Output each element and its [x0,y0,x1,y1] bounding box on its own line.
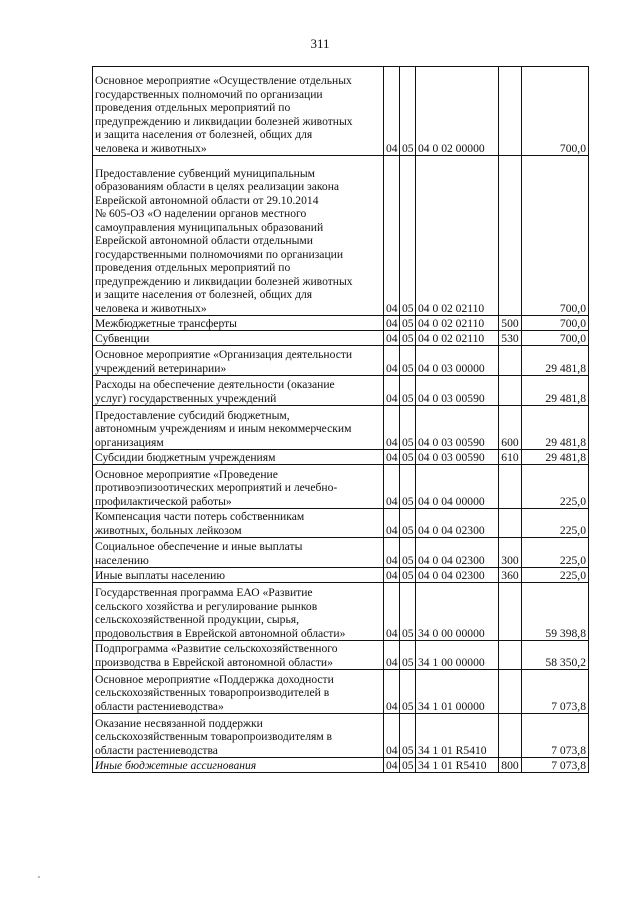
section-code-text: 04 [386,391,398,405]
subsection-code-text: 05 [402,494,414,508]
expense-type-cell [499,316,522,331]
section-code-cell [384,156,400,316]
subsection-code-cell [400,641,416,670]
amount-cell [522,714,589,758]
target-article-text: 04 0 03 00590 [418,391,485,405]
target-article-text: 04 0 03 00590 [418,435,485,449]
row-name-text: Субвенции [95,331,150,345]
target-article-text: 04 0 04 00000 [418,494,485,508]
expense-type-cell [499,67,522,156]
row-name-cell [93,346,384,376]
subsection-code-text: 05 [402,523,414,537]
row-name-cell [93,376,384,406]
row-name-text: Предоставление субвенций муниципальным образованиям области в целях реализации закона Еврейской автономной области от 29.10.2014 № 605-ОЗ «О наделении органов местного самоуправления муниципальных образований Еврейской автономной области отдельными государственными полномочиями по организации проведения отдельных мероприятий по предупреждению и ликвидации болезней животных и защите населения от болезней, общих для человека и животных» [95,166,353,315]
section-code-cell [384,376,400,406]
amount-text: 700,0 [559,301,586,315]
expense-type-cell [499,376,522,406]
target-article-cell [416,465,499,509]
table-row [93,714,589,758]
section-code-text: 04 [386,626,398,640]
expense-type-cell [499,331,522,346]
amount-cell [522,376,589,406]
row-name-cell [93,465,384,509]
target-article-cell [416,331,499,346]
section-code-text: 04 [386,743,398,757]
table-row [93,67,589,156]
section-code-text: 04 [386,301,398,315]
expense-type-text: 530 [501,331,519,345]
amount-text: 29 481,8 [545,450,586,464]
target-article-cell [416,714,499,758]
subsection-code-text: 05 [402,450,414,464]
amount-text: 29 481,8 [545,435,586,449]
expense-type-cell [499,450,522,465]
amount-text: 700,0 [559,141,586,155]
amount-text: 225,0 [559,553,586,567]
subsection-code-cell [400,346,416,376]
subsection-code-cell [400,670,416,714]
target-article-cell [416,583,499,641]
subsection-code-text: 05 [402,391,414,405]
amount-text: 225,0 [559,523,586,537]
section-code-text: 04 [386,758,398,772]
section-code-cell [384,583,400,641]
row-name-cell [93,331,384,346]
expense-type-cell [499,509,522,538]
subsection-code-cell [400,568,416,583]
table-row [93,670,589,714]
section-code-text: 04 [386,494,398,508]
subsection-code-text: 05 [402,758,414,772]
subsection-code-text: 05 [402,141,414,155]
subsection-code-text: 05 [402,568,414,582]
row-name-cell [93,67,384,156]
row-name-cell [93,156,384,316]
subsection-code-text: 05 [402,743,414,757]
table-row [93,316,589,331]
subsection-code-cell [400,331,416,346]
target-article-cell [416,406,499,450]
subsection-code-cell [400,406,416,450]
amount-cell [522,670,589,714]
expense-type-text: 600 [501,435,519,449]
expense-type-cell [499,641,522,670]
amount-cell [522,156,589,316]
table-row [93,758,589,773]
amount-cell [522,450,589,465]
section-code-text: 04 [386,523,398,537]
section-code-cell [384,641,400,670]
row-name-text: Предоставление субсидий бюджетным, автономным учреждениям и иным некоммерческим организациям [95,408,352,449]
section-code-cell [384,568,400,583]
row-name-text: Компенсация части потерь собственникам животных, больных лейкозом [95,510,305,537]
target-article-text: 04 0 02 02110 [418,331,485,345]
row-name-cell [93,509,384,538]
target-article-text: 04 0 04 02300 [418,568,485,582]
expense-type-cell [499,156,522,316]
expense-type-text: 360 [501,568,519,582]
row-name-cell [93,406,384,450]
row-name-text: Основное мероприятие «Организация деятельности учреждений ветеринарии» [95,348,353,375]
row-name-cell [93,714,384,758]
table-row [93,509,589,538]
expense-type-cell [499,538,522,568]
amount-cell [522,641,589,670]
row-name-text: Социальное обеспечение и иные выплаты населению [95,540,303,567]
target-article-cell [416,450,499,465]
amount-text: 700,0 [559,331,586,345]
amount-text: 700,0 [559,316,586,330]
section-code-text: 04 [386,331,398,345]
amount-cell [522,758,589,773]
subsection-code-text: 05 [402,699,414,713]
table-row [93,376,589,406]
amount-cell [522,568,589,583]
amount-text: 29 481,8 [545,391,586,405]
subsection-code-text: 05 [402,655,414,669]
row-name-cell [93,583,384,641]
target-article-cell [416,346,499,376]
section-code-text: 04 [386,316,398,330]
expense-type-cell [499,406,522,450]
target-article-text: 34 1 01 R5410 [418,743,487,757]
section-code-cell [384,331,400,346]
section-code-cell [384,346,400,376]
row-name-text: Оказание несвязанной поддержки сельскохозяйственным товаропроизводителям в области растениеводства [95,716,333,757]
target-article-text: 04 0 03 00000 [418,361,485,375]
expense-type-text: 800 [501,758,519,772]
row-name-text: Расходы на обеспечение деятельности (оказание услуг) государственных учреждений [95,378,335,405]
section-code-text: 04 [386,655,398,669]
section-code-cell [384,67,400,156]
table-row [93,465,589,509]
section-code-cell [384,538,400,568]
amount-cell [522,538,589,568]
row-name-text: Межбюджетные трансферты [95,316,237,330]
target-article-text: 34 1 01 R5410 [418,758,487,772]
scan-speck [38,876,40,878]
expense-type-text: 610 [501,450,519,464]
subsection-code-cell [400,376,416,406]
amount-text: 29 481,8 [545,361,586,375]
section-code-text: 04 [386,568,398,582]
subsection-code-cell [400,714,416,758]
target-article-cell [416,509,499,538]
target-article-cell [416,376,499,406]
amount-text: 58 350,2 [545,655,586,669]
row-name-text: Иные выплаты населению [95,568,226,582]
row-name-cell [93,641,384,670]
target-article-text: 04 0 02 02110 [418,316,485,330]
row-name-text: Государственная программа ЕАО «Развитие сельского хозяйства и регулирование рынков сельскохозяйственной продукции, сырья, продовольствия в Еврейской автономной области» [95,586,346,640]
target-article-cell [416,568,499,583]
amount-text: 7 073,8 [551,743,586,757]
section-code-cell [384,670,400,714]
amount-text: 59 398,8 [545,626,586,640]
expense-type-cell [499,583,522,641]
expense-type-text: 500 [501,316,519,330]
table-row [93,568,589,583]
section-code-text: 04 [386,361,398,375]
target-article-cell [416,758,499,773]
table-row [93,641,589,670]
expense-type-cell [499,465,522,509]
row-name-text: Подпрограмма «Развитие сельскохозяйственного производства в Еврейской автономной области» [95,642,338,669]
table-row [93,346,589,376]
row-name-text: Иные бюджетные ассигнования [95,758,257,772]
subsection-code-cell [400,316,416,331]
target-article-cell [416,641,499,670]
table-row [93,406,589,450]
row-name-cell [93,758,384,773]
target-article-text: 34 0 00 00000 [418,626,485,640]
target-article-cell [416,538,499,568]
subsection-code-cell [400,465,416,509]
row-name-cell [93,316,384,331]
amount-cell [522,509,589,538]
subsection-code-cell [400,538,416,568]
target-article-text: 34 1 01 00000 [418,699,485,713]
expense-type-cell [499,758,522,773]
subsection-code-text: 05 [402,301,414,315]
expense-type-cell [499,346,522,376]
section-code-cell [384,714,400,758]
expense-type-cell [499,670,522,714]
section-code-cell [384,406,400,450]
section-code-cell [384,758,400,773]
row-name-cell [93,538,384,568]
subsection-code-cell [400,758,416,773]
section-code-text: 04 [386,553,398,567]
target-article-text: 04 0 03 00590 [418,450,485,464]
target-article-text: 04 0 02 02110 [418,301,485,315]
section-code-text: 04 [386,450,398,464]
row-name-text: Основное мероприятие «Поддержка доходности сельскохозяйственных товаропроизводителей в области растениеводства» [95,672,334,713]
section-code-text: 04 [386,435,398,449]
target-article-cell [416,67,499,156]
row-name-cell [93,450,384,465]
target-article-text: 04 0 04 02300 [418,523,485,537]
table-row [93,450,589,465]
amount-cell [522,331,589,346]
subsection-code-text: 05 [402,435,414,449]
amount-text: 7 073,8 [551,699,586,713]
subsection-code-cell [400,67,416,156]
target-article-text: 04 0 04 02300 [418,553,485,567]
target-article-cell [416,316,499,331]
subsection-code-cell [400,450,416,465]
subsection-code-text: 05 [402,361,414,375]
expense-type-text: 300 [501,553,519,567]
section-code-cell [384,450,400,465]
row-name-cell [93,670,384,714]
amount-text: 7 073,8 [551,758,586,772]
subsection-code-text: 05 [402,316,414,330]
subsection-code-cell [400,156,416,316]
target-article-cell [416,670,499,714]
amount-text: 225,0 [559,568,586,582]
section-code-cell [384,316,400,331]
amount-cell [522,346,589,376]
subsection-code-cell [400,509,416,538]
row-name-text: Основное мероприятие «Осуществление отдельных государственных полномочий по организации проведения отдельных мероприятий по предупреждению и ликвидации болезней животных и защита населения от болезней, общих для человека и животных» [95,74,353,155]
page-number: 311 [310,36,330,51]
target-article-text: 04 0 02 00000 [418,141,485,155]
table-row [93,156,589,316]
target-article-text: 34 1 00 00000 [418,655,485,669]
section-code-cell [384,465,400,509]
amount-text: 225,0 [559,494,586,508]
amount-cell [522,583,589,641]
amount-cell [522,465,589,509]
amount-cell [522,316,589,331]
subsection-code-text: 05 [402,553,414,567]
section-code-cell [384,509,400,538]
budget-table [92,66,589,773]
subsection-code-text: 05 [402,626,414,640]
expense-type-cell [499,714,522,758]
table-row [93,331,589,346]
row-name-text: Основное мероприятие «Проведение противоэпизоотических мероприятий и лечебно- профилактической работы» [95,467,338,508]
section-code-text: 04 [386,141,398,155]
expense-type-cell [499,568,522,583]
row-name-text: Субсидии бюджетным учреждениям [95,450,276,464]
row-name-cell [93,568,384,583]
subsection-code-text: 05 [402,331,414,345]
section-code-text: 04 [386,699,398,713]
amount-cell [522,406,589,450]
subsection-code-cell [400,583,416,641]
table-row [93,538,589,568]
target-article-cell [416,156,499,316]
amount-cell [522,67,589,156]
table-row [93,583,589,641]
